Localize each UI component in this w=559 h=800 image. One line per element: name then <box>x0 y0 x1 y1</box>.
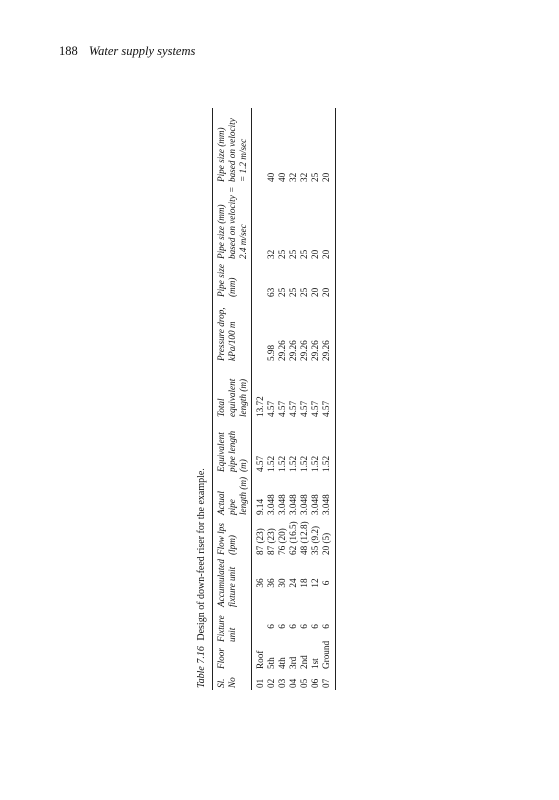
cell-flow: 87 (23) <box>266 528 276 555</box>
table-row <box>321 108 336 690</box>
header-pipe-size-v24: Pipe size (mm) based on velocity = 2.4 m/sec <box>213 184 252 261</box>
table-caption <box>196 468 207 688</box>
cell-equivalent: 1.52 <box>288 455 298 472</box>
cell-pipe-size: 25 <box>277 287 287 297</box>
running-head-title: Water supply systems <box>88 44 196 58</box>
cell-accumulated: 12 <box>310 578 320 588</box>
cell-actual: 3.048 <box>277 494 287 515</box>
cell-equivalent: 4.57 <box>255 455 265 472</box>
cell-actual: 3.048 <box>321 474 336 517</box>
cell-accumulated: 24 <box>288 578 298 588</box>
cell-pressure: 29.26 <box>321 299 336 363</box>
cell-equivalent: 1.52 <box>299 455 309 472</box>
cell-pipe-size-v24: 25 <box>288 249 298 259</box>
cell-pipe-size-v12: 40 <box>266 172 276 182</box>
cell-total: 13.72 <box>255 396 265 417</box>
header-flow: Flow lps (lpm) <box>213 517 252 557</box>
table-row <box>277 108 288 690</box>
cell-pipe-size: 25 <box>288 287 298 297</box>
cell-fixture: 6 <box>266 624 276 629</box>
cell-pipe-size-v12 <box>252 108 267 184</box>
cell-pressure: 29.26 <box>299 340 309 361</box>
cell-floor: Ground <box>321 644 336 671</box>
cell-accumulated: 6 <box>321 557 336 609</box>
cell-equivalent: 1.52 <box>266 455 276 472</box>
header-accumulated-fixture-unit: Accumulated fixture unit <box>213 557 252 609</box>
cell-flow: 62 (16.5) <box>288 521 298 555</box>
table-body <box>252 108 336 690</box>
cell-floor: Roof <box>255 650 265 669</box>
cell-flow: 87 (23) <box>255 528 265 555</box>
cell-sl: 03 <box>277 678 287 688</box>
table-row <box>288 108 299 690</box>
table-row <box>252 108 267 690</box>
cell-flow: 35 (9.2) <box>310 525 320 555</box>
table-header <box>213 108 252 690</box>
running-head <box>59 44 195 59</box>
cell-accumulated: 36 <box>255 578 265 588</box>
cell-pressure <box>252 299 267 363</box>
cell-equivalent: 1.52 <box>310 455 320 472</box>
riser-design-table <box>212 108 336 690</box>
cell-pipe-size-v24: 20 <box>321 184 336 261</box>
cell-sl: 06 <box>310 678 320 688</box>
cell-pipe-size: 20 <box>321 261 336 299</box>
cell-pipe-size-v12: 32 <box>299 172 309 182</box>
cell-equivalent: 1.52 <box>277 455 287 472</box>
header-sl-no: Sl. No <box>213 671 252 690</box>
cell-floor: 2nd <box>299 655 309 669</box>
header-pipe-size-v12: Pipe size (mm) based on velocity = 1.2 m/sec <box>213 108 252 184</box>
cell-total: 4.57 <box>299 400 309 417</box>
cell-pipe-size: 63 <box>266 287 276 297</box>
cell-accumulated: 36 <box>266 578 276 588</box>
page-number: 188 <box>59 44 78 58</box>
cell-total: 4.57 <box>277 400 287 417</box>
cell-total: 4.57 <box>266 400 276 417</box>
cell-pipe-size-v12: 25 <box>310 172 320 182</box>
cell-pressure: 29.26 <box>277 340 287 361</box>
cell-floor: 4th <box>277 657 287 669</box>
cell-equivalent: 1.52 <box>321 419 336 474</box>
cell-sl: 04 <box>288 678 298 688</box>
header-floor: Floor <box>213 644 252 671</box>
cell-pipe-size: 25 <box>299 287 309 297</box>
cell-pressure: 5.98 <box>266 344 276 361</box>
cell-pipe-size-v12: 20 <box>321 108 336 184</box>
table-caption-label: Table 7.16 <box>196 646 207 688</box>
header-pipe-size: Pipe size (mm) <box>213 261 252 299</box>
cell-actual: 3.048 <box>299 494 309 515</box>
cell-pipe-size-v12: 40 <box>277 172 287 182</box>
table-row <box>299 108 310 690</box>
cell-accumulated: 30 <box>277 578 287 588</box>
cell-pressure: 29.26 <box>288 340 298 361</box>
cell-pipe-size-v12: 32 <box>288 172 298 182</box>
header-total-equivalent-length: Total equivalent length (m) <box>213 363 252 419</box>
cell-actual: 3.048 <box>288 494 298 515</box>
cell-fixture: 6 <box>288 624 298 629</box>
cell-total: 4.57 <box>288 400 298 417</box>
cell-sl: 01 <box>255 678 265 688</box>
cell-fixture: 6 <box>277 624 287 629</box>
table-row <box>266 108 277 690</box>
header-fixture-unit: Fixture unit <box>213 609 252 644</box>
cell-fixture: 6 <box>299 624 309 629</box>
cell-floor: 3rd <box>288 656 298 669</box>
cell-pipe-size-v24: 32 <box>266 249 276 259</box>
header-equivalent-pipe-length: Equivalent pipe length (m) <box>213 419 252 474</box>
cell-pipe-size-v24: 20 <box>310 249 320 259</box>
cell-sl: 02 <box>266 678 276 688</box>
cell-flow: 48 (12.8) <box>299 521 309 555</box>
cell-flow: 76 (20) <box>277 528 287 555</box>
cell-floor: 1st <box>310 658 320 669</box>
header-row <box>213 108 252 690</box>
cell-fixture <box>252 609 267 644</box>
rotated-table-block <box>196 108 346 690</box>
table-caption-text: Design of down-feed riser for the example. <box>196 468 207 641</box>
cell-fixture: 6 <box>310 624 320 629</box>
cell-total: 4.57 <box>321 363 336 419</box>
cell-floor: 5th <box>266 657 276 669</box>
cell-flow: 20 (5) <box>321 517 336 557</box>
cell-accumulated: 18 <box>299 578 309 588</box>
cell-pipe-size <box>252 261 267 299</box>
header-pressure-drop: Pressure drop, kPa/100 m <box>213 299 252 363</box>
cell-pipe-size-v24: 25 <box>277 249 287 259</box>
header-actual-pipe-length: Actual pipe length (m) <box>213 474 252 517</box>
cell-pressure: 29.26 <box>310 340 320 361</box>
cell-pipe-size: 20 <box>310 287 320 297</box>
cell-sl: 07 <box>321 671 336 690</box>
cell-pipe-size-v24: 25 <box>299 249 309 259</box>
table-row <box>310 108 321 690</box>
cell-fixture: 6 <box>321 609 336 644</box>
cell-actual: 3.048 <box>310 494 320 515</box>
cell-actual: 9.14 <box>255 498 265 515</box>
cell-pipe-size-v24 <box>252 184 267 261</box>
cell-sl: 05 <box>299 678 309 688</box>
cell-total: 4.57 <box>310 400 320 417</box>
cell-actual: 3.048 <box>266 494 276 515</box>
